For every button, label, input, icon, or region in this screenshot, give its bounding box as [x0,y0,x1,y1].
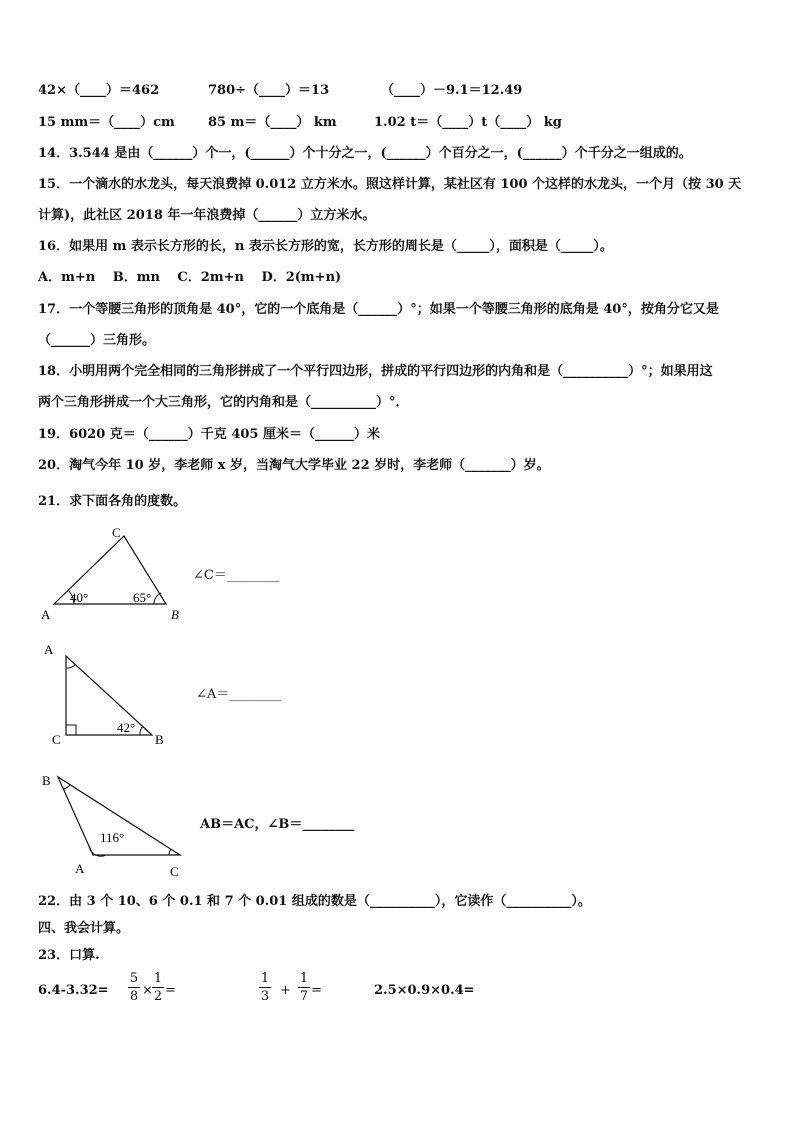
fraction-1-2: 1 2 [153,971,163,1004]
vertex-label-c: C [52,732,61,747]
equals-sign: = [311,983,322,998]
question-23: 23．口算. [38,948,100,963]
fraction-1-7: 1 7 [299,971,309,1004]
angle-label-42: 42° [117,720,136,735]
vertex-label-a: A [41,607,51,622]
triangle-2-prompt: ∠A＝________ [196,687,282,702]
fill-blank-42: 42×（____）＝462 [38,83,160,98]
question-18-line1: 18．小明用两个完全相同的三角形拼成了一个平行四边形，拼成的平行四边形的内角和是（__________）°；如果用这 [38,364,713,379]
question-15-line1: 15．一个滴水的水龙头，每天浪费掉 0.012 立方米水。照这样计算，某社区有 100 个这样的水龙头，一个月（按 30 天 [38,177,742,192]
times-sign: × [142,983,153,998]
vertex-label-c: C [112,525,121,540]
question-21: 21．求下面各角的度数。 [38,494,187,509]
question-19: 19．6020 克＝（______）千克 405 厘米＝（______）米 [38,427,380,442]
fill-blank-9-1: （____）－9.1＝12.49 [381,83,523,98]
angle-label-40: 40° [70,590,89,605]
question-20: 20．淘气今年 10 岁，李老师 x 岁，当淘气大学毕业 22 岁时，李老师（_______）岁。 [38,458,550,473]
question-17-line2: （______）三角形。 [38,333,156,348]
section-4-heading: 四、我会计算。 [38,921,130,936]
fill-blank-15mm: 15 mm＝（____）cm [38,115,175,130]
question-16-options: A．m+n B．mn C．2m+n D．2(m+n) [38,270,342,285]
angle-label-116: 116° [100,830,125,845]
vertex-label-a: A [75,861,85,876]
question-14: 14．3.544 是由（______）个一，(______）个十分之一，(______）个百分之一，(______）个千分之一组成的。 [38,146,692,161]
triangle-2-figure [38,638,178,750]
triangle-1-figure [38,520,198,625]
triangle-1-prompt: ∠C＝________ [193,568,279,583]
fraction-1-3: 1 3 [260,971,270,1004]
calc-expression-4: 2.5×0.9×0.4= [374,983,475,998]
plus-sign: + [280,983,291,998]
question-15-line2: 计算)，此社区 2018 年一年浪费掉（______）立方米水。 [38,208,376,223]
fill-blank-780: 780÷（____）＝13 [208,83,330,98]
question-18-line2: 两个三角形拼成一个大三角形，它的内角和是（__________）°． [38,395,409,410]
calc-expression-1: 6.4-3.32= [38,983,109,998]
fraction-5-8: 5 8 [129,971,139,1004]
triangle-3-prompt: AB＝AC，∠B＝________ [200,817,355,832]
angle-label-65: 65° [133,590,152,605]
question-22: 22．由 3 个 10、6 个 0.1 和 7 个 0.01 组成的数是（__________），它读作（__________）。 [38,894,591,909]
triangle-3-figure [38,770,198,882]
equals-sign: = [165,983,176,998]
vertex-label-b: B [155,732,164,747]
question-17-line1: 17．一个等腰三角形的顶角是 40°，它的一个底角是（______）°；如果一个等腰三角形的底角是 40°，按角分它又是 [38,302,719,317]
question-16: 16．如果用 m 表示长方形的长，n 表示长方形的宽，长方形的周长是（_____），面积是（_____）。 [38,239,613,254]
fill-blank-85m: 85 m＝（____） km [208,115,337,130]
vertex-label-c: C [170,864,179,879]
vertex-label-b: B [171,607,179,622]
vertex-label-b: B [42,773,51,788]
vertex-label-a: A [44,642,54,657]
fill-blank-1-02t: 1.02 t＝（____）t（____） kg [374,115,562,130]
